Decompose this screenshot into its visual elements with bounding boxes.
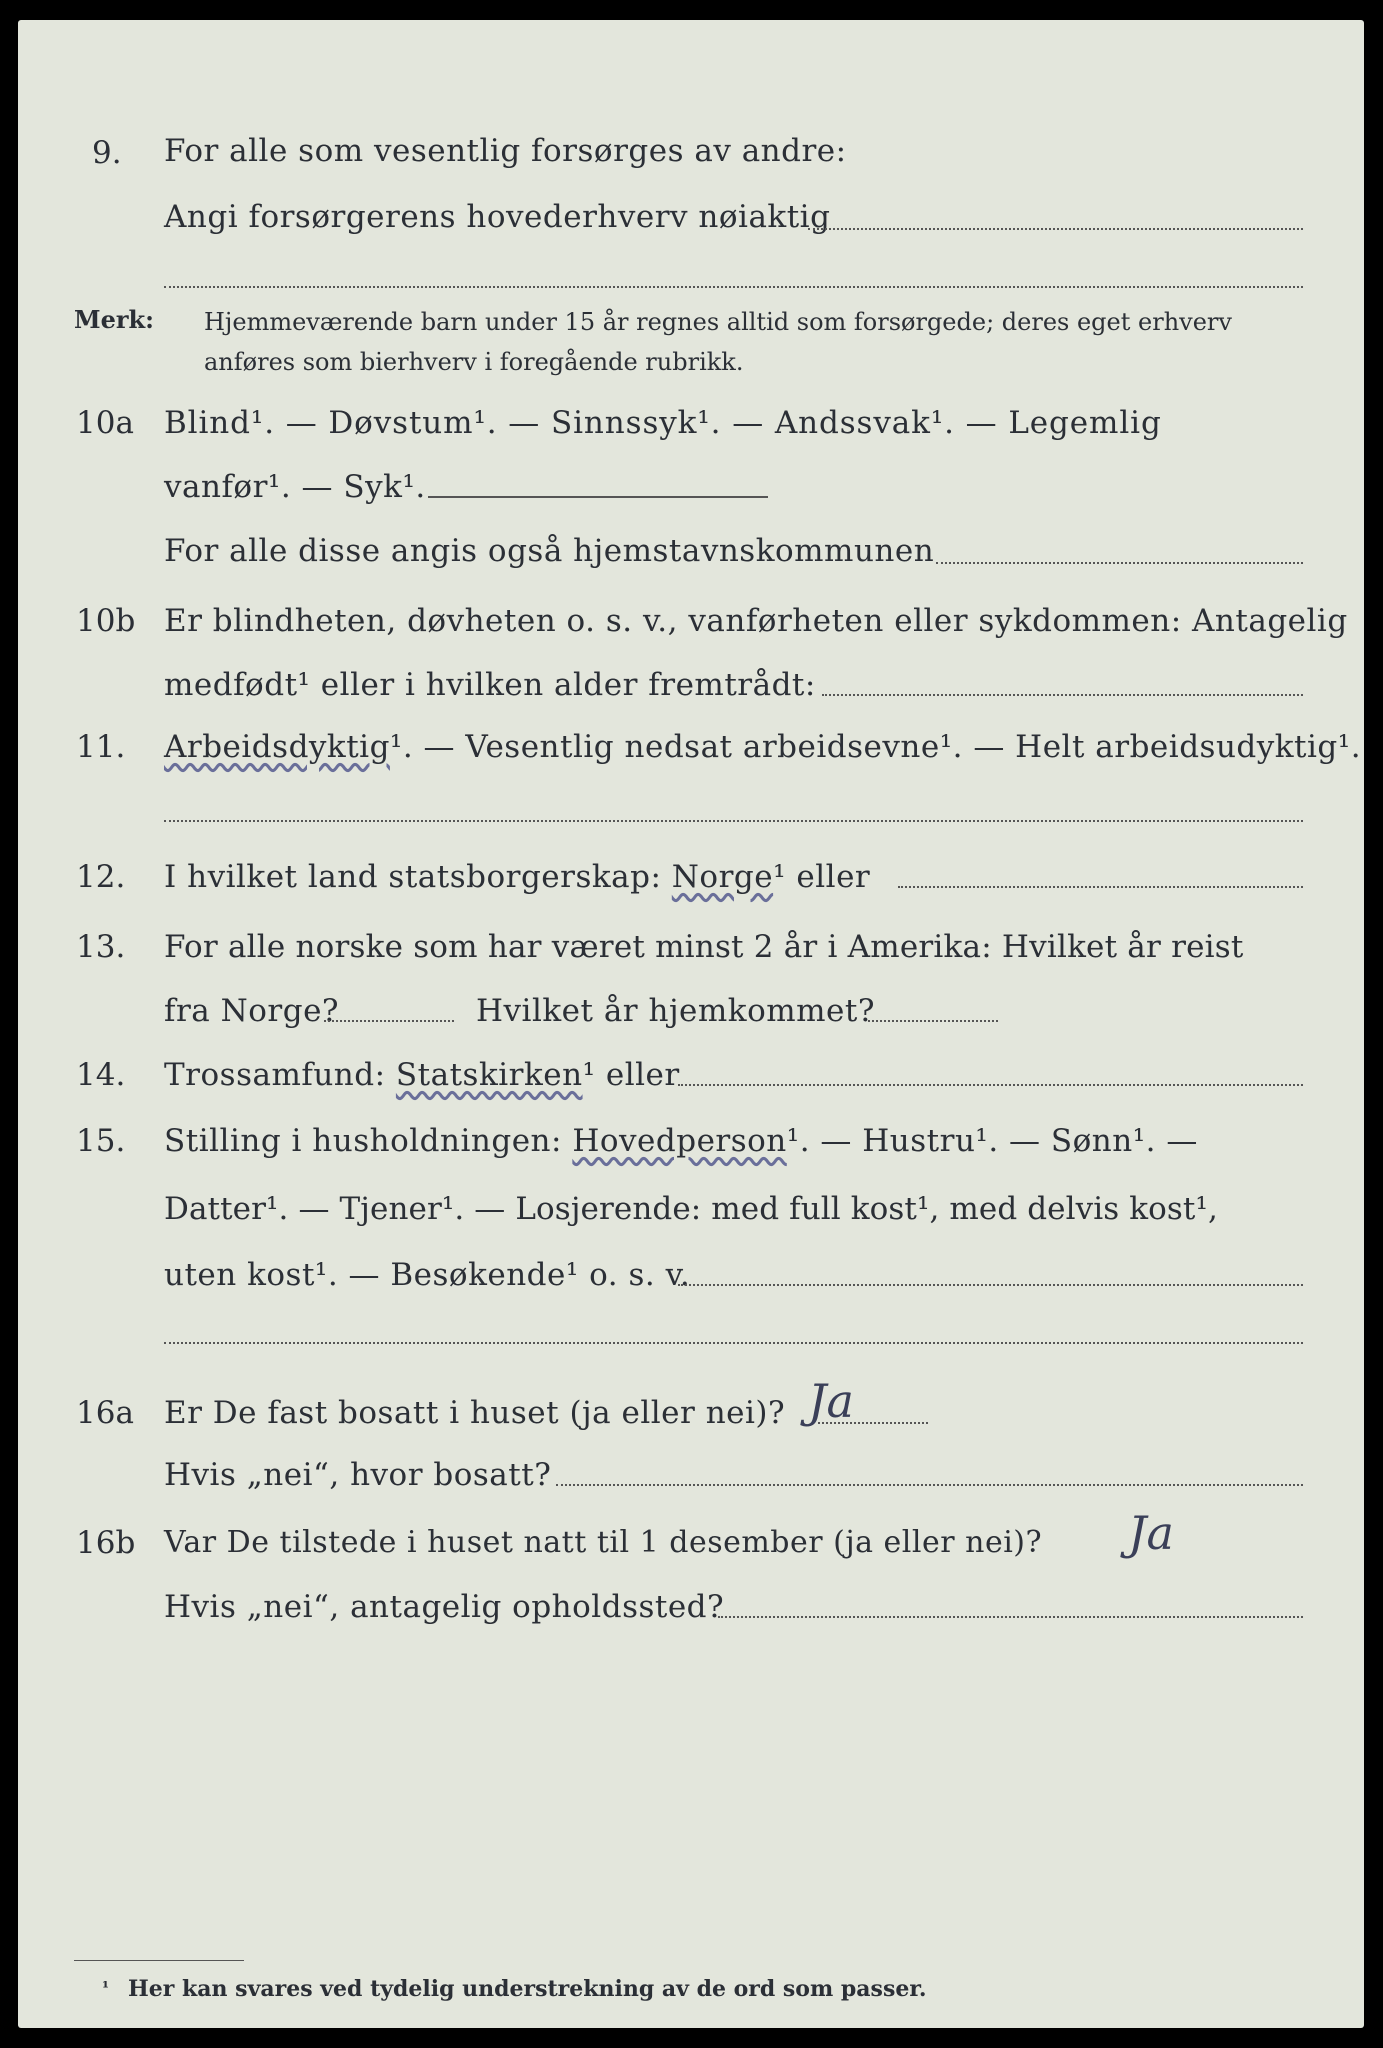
q15-line2: Datter¹. — Tjener¹. — Losjerende: med full kost¹, med delvis kost¹, — [164, 1191, 1218, 1227]
q14-text — [164, 1057, 680, 1093]
q15-line3: uten kost¹. — Besøkende¹ o. s. v. — [164, 1257, 691, 1293]
q14-answer-line[interactable] — [678, 1084, 1303, 1086]
footnote-mark: ¹ — [102, 1978, 110, 1997]
q11-selected-option[interactable]: Arbeidsdyktig — [164, 729, 390, 765]
q13-line2b: Hvilket år hjemkommet? — [476, 993, 875, 1029]
q11-number: 11. — [76, 729, 126, 765]
q10a-answer-line-2[interactable] — [936, 562, 1303, 564]
q14-number: 14. — [76, 1057, 126, 1093]
q16b-answer-line[interactable] — [718, 1616, 1303, 1618]
q11-answer-line[interactable] — [164, 820, 1303, 822]
q9-answer-line-2[interactable] — [164, 286, 1303, 288]
q12-pre: I hvilket land statsborgerskap: — [164, 859, 662, 895]
q10b-answer-line[interactable] — [822, 694, 1303, 696]
q16a-line2: Hvis „nei“, hvor bosatt? — [164, 1457, 552, 1493]
q16b-line1: Var De tilstede i huset natt til 1 desember (ja eller nei)? — [164, 1525, 1043, 1560]
q9-line2: Angi forsørgerens hovederhverv nøiaktig — [164, 199, 831, 235]
q12-text — [164, 859, 871, 895]
q13-reist-answer-line[interactable] — [324, 1020, 454, 1022]
q10b-line1: Er blindheten, døvheten o. s. v., vanførheten eller sykdommen: Antagelig — [164, 603, 1348, 639]
q15-answer-line[interactable] — [678, 1284, 1303, 1286]
q16a-answer-line[interactable] — [818, 1422, 928, 1424]
q15-line1-rest: ¹. — Hustru¹. — Sønn¹. — — [786, 1123, 1198, 1159]
q16a-number: 16a — [76, 1395, 134, 1431]
merk-line2: anføres som bierhverv i foregående rubrikk. — [204, 348, 744, 376]
q15-number: 15. — [76, 1123, 126, 1159]
q10a-number: 10a — [76, 405, 134, 441]
q10a-line3: For alle disse angis også hjemstavnskommunen — [164, 533, 935, 569]
q15-answer-line-2[interactable] — [164, 1342, 1303, 1344]
q16a-answer-line-2[interactable] — [556, 1484, 1303, 1486]
q16b-handwritten-answer: Ja — [1128, 1506, 1174, 1560]
q12-post: ¹ eller — [773, 859, 871, 895]
q14-post: ¹ eller — [582, 1057, 680, 1093]
q14-selected-option[interactable]: Statskirken — [395, 1057, 583, 1093]
q11-text — [164, 729, 1362, 765]
footnote-text: Her kan svares ved tydelig understrekning av de ord som passer. — [128, 1976, 927, 2002]
q16b-line2: Hvis „nei“, antagelig opholdssted? — [164, 1589, 725, 1625]
merk-label: Merk: — [74, 305, 154, 334]
q16a-handwritten-answer: Ja — [808, 1374, 854, 1428]
q12-selected-option[interactable]: Norge — [671, 859, 774, 895]
q13-line1: For alle norske som har været minst 2 år i Amerika: Hvilket år reist — [164, 929, 1244, 965]
q10b-number: 10b — [76, 603, 136, 639]
q16b-number: 16b — [76, 1525, 136, 1561]
q14-pre: Trossamfund: — [164, 1057, 386, 1093]
q15-selected-option[interactable]: Hovedperson — [572, 1123, 787, 1159]
q11-rest: ¹. — Vesentlig nedsat arbeidsevne¹. — Helt arbeidsudyktig¹. — [389, 729, 1362, 765]
q10b-line2: medfødt¹ eller i hvilken alder fremtrådt: — [164, 667, 816, 703]
q10a-line2: vanfør¹. — Syk¹. — [164, 469, 426, 505]
q9-number: 9. — [92, 135, 122, 171]
q16a-line1: Er De fast bosatt i huset (ja eller nei)? — [164, 1395, 786, 1431]
q10a-answer-line[interactable] — [428, 496, 768, 498]
census-form-page — [18, 20, 1364, 2028]
q13-number: 13. — [76, 929, 126, 965]
q13-line2a: fra Norge? — [164, 993, 340, 1029]
q13-hjemkommet-answer-line[interactable] — [868, 1020, 998, 1022]
footnote-rule — [74, 1960, 244, 1961]
q12-answer-line[interactable] — [898, 886, 1303, 888]
q10a-line1: Blind¹. — Døvstum¹. — Sinnssyk¹. — Andssvak¹. — Legemlig — [164, 405, 1162, 441]
q9-line1: For alle som vesentlig forsørges av andre: — [164, 133, 847, 169]
merk-line1: Hjemmeværende barn under 15 år regnes alltid som forsørgede; deres eget erhverv — [204, 308, 1232, 336]
q12-number: 12. — [76, 859, 126, 895]
q15-line1 — [164, 1123, 1198, 1159]
q9-answer-line[interactable] — [808, 228, 1303, 230]
q15-pre: Stilling i husholdningen: — [164, 1123, 562, 1159]
